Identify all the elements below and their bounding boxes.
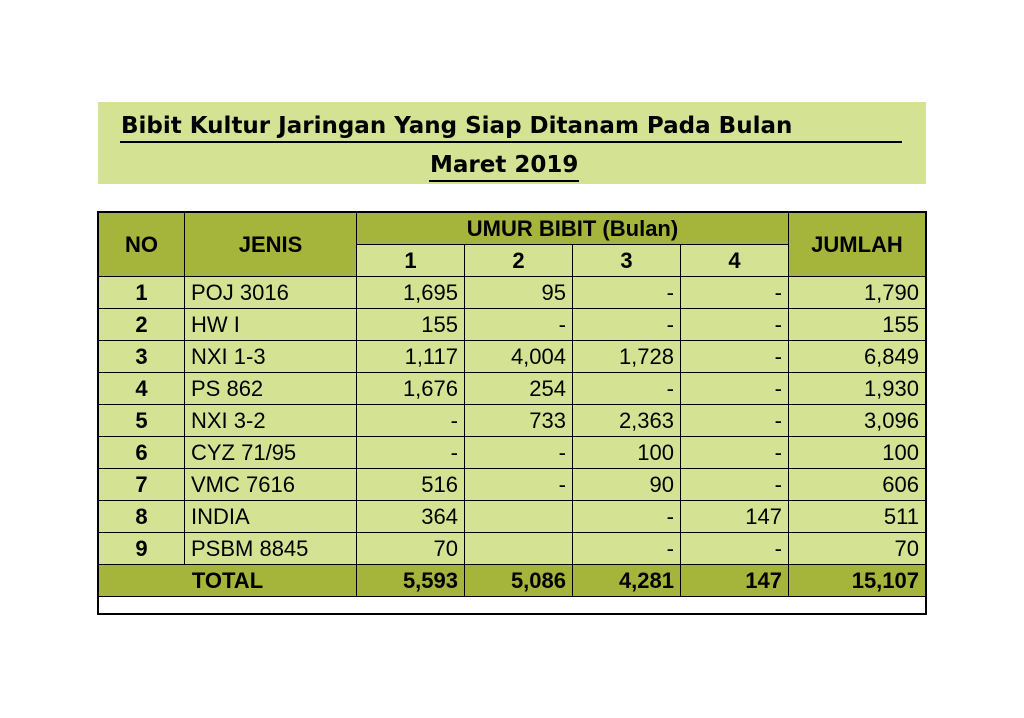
row-month-3: - (573, 277, 681, 309)
row-jenis: NXI 1-3 (185, 341, 357, 373)
row-month-2: 254 (465, 373, 573, 405)
row-no: 9 (99, 533, 185, 565)
row-month-2: - (465, 469, 573, 501)
total-month-4: 147 (681, 565, 789, 597)
row-no: 4 (99, 373, 185, 405)
row-month-2: 4,004 (465, 341, 573, 373)
row-no: 1 (99, 277, 185, 309)
row-month-1: 516 (357, 469, 465, 501)
total-row (99, 565, 926, 597)
table-row (99, 309, 926, 341)
row-jumlah: 1,930 (789, 373, 926, 405)
row-jumlah: 155 (789, 309, 926, 341)
row-no: 2 (99, 309, 185, 341)
row-jumlah: 3,096 (789, 405, 926, 437)
header-month-4: 4 (681, 245, 789, 277)
row-jenis: POJ 3016 (185, 277, 357, 309)
row-month-4: - (681, 405, 789, 437)
total-month-3: 4,281 (573, 565, 681, 597)
row-no: 8 (99, 501, 185, 533)
row-month-3: 100 (573, 437, 681, 469)
header-month-3: 3 (573, 245, 681, 277)
row-month-2: 95 (465, 277, 573, 309)
row-jumlah: 606 (789, 469, 926, 501)
row-month-1: 1,676 (357, 373, 465, 405)
row-jenis: NXI 3-2 (185, 405, 357, 437)
row-month-1: 1,117 (357, 341, 465, 373)
total-jumlah: 15,107 (789, 565, 926, 597)
row-jenis: VMC 7616 (185, 469, 357, 501)
row-jumlah: 1,790 (789, 277, 926, 309)
total-month-1: 5,593 (357, 565, 465, 597)
header-jenis: JENIS (185, 213, 357, 277)
table-row (99, 533, 926, 565)
row-jenis: PS 862 (185, 373, 357, 405)
total-label: TOTAL (99, 565, 357, 597)
row-jenis: CYZ 71/95 (185, 437, 357, 469)
row-month-2 (465, 533, 573, 565)
row-jumlah: 6,849 (789, 341, 926, 373)
header-month-2: 2 (465, 245, 573, 277)
row-month-4: - (681, 309, 789, 341)
row-month-1: - (357, 437, 465, 469)
row-month-4: - (681, 341, 789, 373)
row-month-3: 2,363 (573, 405, 681, 437)
row-month-1: 1,695 (357, 277, 465, 309)
row-jumlah: 511 (789, 501, 926, 533)
table-row (99, 405, 926, 437)
row-month-3: - (573, 373, 681, 405)
row-month-2: - (465, 309, 573, 341)
row-month-1: 364 (357, 501, 465, 533)
row-month-3: - (573, 309, 681, 341)
row-month-1: 155 (357, 309, 465, 341)
total-month-2: 5,086 (465, 565, 573, 597)
row-month-4: - (681, 437, 789, 469)
row-month-4: - (681, 277, 789, 309)
title-banner (98, 102, 926, 184)
row-month-4: 147 (681, 501, 789, 533)
row-month-4: - (681, 373, 789, 405)
row-month-2 (465, 501, 573, 533)
title-line-2: Maret 2019 (429, 152, 579, 182)
row-month-3: 90 (573, 469, 681, 501)
table-row (99, 469, 926, 501)
table-row (99, 341, 926, 373)
row-jumlah: 70 (789, 533, 926, 565)
title-line-1: Bibit Kultur Jaringan Yang Siap Ditanam Pada Bulan (120, 113, 902, 143)
row-jenis: INDIA (185, 501, 357, 533)
row-no: 5 (99, 405, 185, 437)
table-row (99, 373, 926, 405)
header-no: NO (99, 213, 185, 277)
row-no: 7 (99, 469, 185, 501)
row-no: 6 (99, 437, 185, 469)
row-month-1: - (357, 405, 465, 437)
row-month-3: 1,728 (573, 341, 681, 373)
seedling-table (98, 212, 926, 597)
row-month-4: - (681, 533, 789, 565)
table-row (99, 501, 926, 533)
row-month-2: - (465, 437, 573, 469)
header-umur-bibit: UMUR BIBIT (Bulan) (357, 213, 789, 245)
row-month-1: 70 (357, 533, 465, 565)
row-month-2: 733 (465, 405, 573, 437)
header-month-1: 1 (357, 245, 465, 277)
row-jenis: HW I (185, 309, 357, 341)
row-no: 3 (99, 341, 185, 373)
row-month-3: - (573, 533, 681, 565)
table-row (99, 277, 926, 309)
table-row (99, 437, 926, 469)
row-month-4: - (681, 469, 789, 501)
row-month-3: - (573, 501, 681, 533)
header-jumlah: JUMLAH (789, 213, 926, 277)
row-jumlah: 100 (789, 437, 926, 469)
row-jenis: PSBM 8845 (185, 533, 357, 565)
